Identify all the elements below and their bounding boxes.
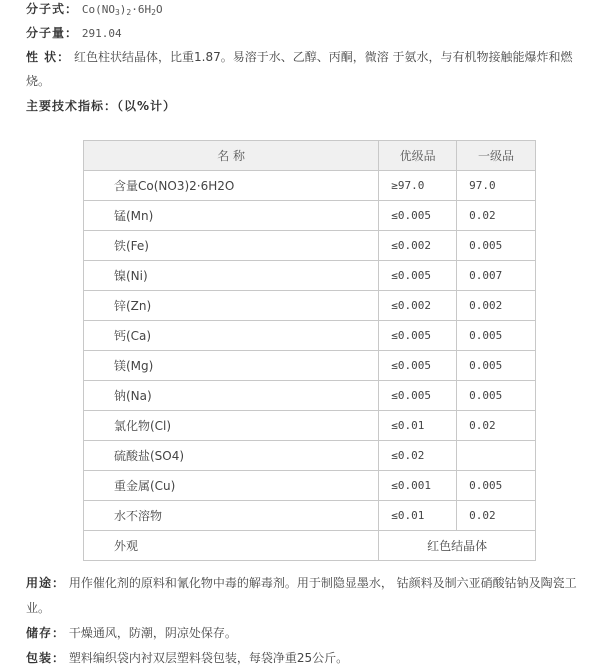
- row-name: 重金属(Cu): [84, 471, 379, 501]
- row-superior: ≤0.005: [379, 261, 457, 291]
- row-superior: ≤0.002: [379, 291, 457, 321]
- row-first: 97.0: [457, 171, 536, 201]
- header-superior: 优级品: [379, 141, 457, 171]
- appearance-row: [84, 531, 536, 561]
- usage-line-1: [26, 574, 577, 592]
- header-name: 名 称: [84, 141, 379, 171]
- spec-title: [26, 97, 176, 115]
- usage-text-1: 用作催化剂的原料和氰化物中毒的解毒剂。用于制隐显墨水， 钴颜料及制六亚硝酸钴钠及陶瓷工: [68, 576, 577, 590]
- table-row: [84, 441, 536, 471]
- row-name: 锌(Zn): [84, 291, 379, 321]
- row-first: 0.002: [457, 291, 536, 321]
- table-row: [84, 261, 536, 291]
- row-name: 硫酸盐(SO4): [84, 441, 379, 471]
- table-row: [84, 501, 536, 531]
- mw-value: 291.04: [81, 27, 122, 40]
- properties-line-2: [26, 72, 50, 90]
- storage-line: [26, 624, 237, 642]
- row-first: 0.005: [457, 231, 536, 261]
- properties-text-1: 红色柱状结晶体，比重1.87。易溶于水、乙醇、丙酮，微溶 于氨水，与有机物接触能爆炸和燃: [74, 50, 573, 64]
- mw-label: 分子量：: [26, 26, 79, 40]
- appearance-name: 外观: [84, 531, 379, 561]
- row-name: 氯化物(Cl): [84, 411, 379, 441]
- table-row: [84, 291, 536, 321]
- packing-text: 塑料编织袋内衬双层塑料袋包装，每袋净重25公斤。: [68, 651, 349, 665]
- row-name: 铁(Fe): [84, 231, 379, 261]
- row-first: 0.005: [457, 471, 536, 501]
- row-name: 钙(Ca): [84, 321, 379, 351]
- row-superior: ≤0.005: [379, 351, 457, 381]
- usage-text-2: 业。: [26, 601, 51, 615]
- row-first: 0.02: [457, 411, 536, 441]
- row-superior: ≤0.001: [379, 471, 457, 501]
- row-first: 0.005: [457, 321, 536, 351]
- row-first: 0.007: [457, 261, 536, 291]
- row-name: 水不溶物: [84, 501, 379, 531]
- row-first: 0.005: [457, 351, 536, 381]
- properties-text-2: 烧。: [26, 74, 51, 88]
- row-superior: ≤0.01: [379, 411, 457, 441]
- spec-table: [83, 140, 536, 561]
- table-row: [84, 321, 536, 351]
- table-row: [84, 201, 536, 231]
- row-name: 钠(Na): [84, 381, 379, 411]
- row-superior: ≤0.01: [379, 501, 457, 531]
- row-name: 镍(Ni): [84, 261, 379, 291]
- packing-line: [26, 649, 348, 667]
- table-row: [84, 171, 536, 201]
- formula-line: [26, 0, 163, 22]
- formula-value: $Co(NO_3)_2\cdot 6H_2O$: [81, 3, 163, 17]
- row-superior: ≤0.005: [379, 321, 457, 351]
- spec-title-text: 主要技术指标：（以%计）: [26, 99, 177, 113]
- storage-label: 储存：: [26, 626, 66, 640]
- row-superior: ≤0.005: [379, 201, 457, 231]
- properties-label: 性 状：: [26, 50, 71, 64]
- table-row: [84, 231, 536, 261]
- table-header-row: [84, 141, 536, 171]
- molecular-weight-line: [26, 24, 122, 43]
- row-first: 0.02: [457, 201, 536, 231]
- row-name: 锰(Mn): [84, 201, 379, 231]
- table-row: [84, 471, 536, 501]
- row-first: 0.02: [457, 501, 536, 531]
- storage-text: 干燥通风，防潮，阴凉处保存。: [68, 626, 237, 640]
- row-superior: ≤0.02: [379, 441, 457, 471]
- row-first: 0.005: [457, 381, 536, 411]
- row-name: 镁(Mg): [84, 351, 379, 381]
- header-first: 一级品: [457, 141, 536, 171]
- table-row: [84, 351, 536, 381]
- table-row: [84, 411, 536, 441]
- appearance-value: 红色结晶体: [379, 531, 536, 561]
- row-first: [457, 441, 536, 471]
- row-superior: ≥97.0: [379, 171, 457, 201]
- packing-label: 包装：: [26, 651, 66, 665]
- properties-line-1: [26, 48, 573, 66]
- row-superior: ≤0.005: [379, 381, 457, 411]
- row-superior: ≤0.002: [379, 231, 457, 261]
- usage-label: 用途：: [26, 576, 66, 590]
- row-name: 含量Co(NO3)2·6H2O: [84, 171, 379, 201]
- table-row: [84, 381, 536, 411]
- usage-line-2: [26, 599, 50, 617]
- formula-label: 分子式：: [26, 2, 79, 16]
